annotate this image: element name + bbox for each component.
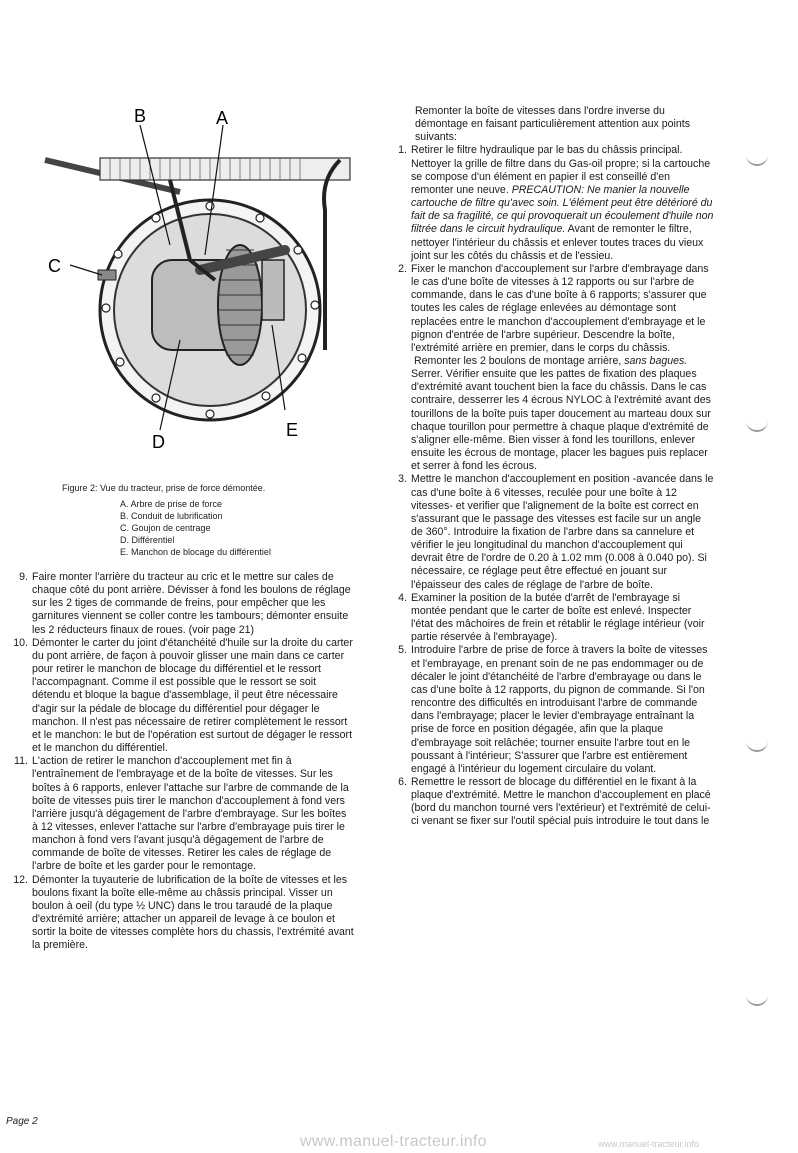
step-item [385,473,715,591]
label-c: C [48,256,61,276]
legend-item: D. Différentiel [120,535,175,545]
legend-item: A. Arbre de prise de force [120,499,223,509]
left-column [6,571,354,953]
step-number: 12. [13,873,28,886]
step-text: Examiner la position de la butée d'arrêt de l'embrayage si montée pendant que le carter de boîte est enlevé. Inspecter l'état des mâchoires de frein et rétablir le réglage intérieur (voir partie réservée à l'embrayage). [411,591,705,644]
label-d: D [152,432,165,452]
punch-mark [746,736,768,752]
step-item [385,644,715,776]
label-e: E [286,420,299,440]
step-item [385,144,715,262]
side-pipe [324,160,340,350]
step-number: 1. [398,144,407,157]
legend-item: E. Manchon de blocage du différentiel [120,547,271,557]
step-item [6,755,354,873]
step-item [385,263,715,474]
figure-caption [62,482,392,558]
precaution-note: PRECAUTION: Ne manier la nouvelle cartouche de filtre qu'avec soin. L'élément peut être détérioré du fait de sa fragilité, ce qui provoquerait un écoulement d'huile non filtrée dans le circuit hydraulique. [411,183,714,236]
step-text: Démonter la tuyauterie de lubrification de la boîte de vitesses et les boulons fixant la boîte elle-même au châssis principal. Visser un boulon à oeil (du type ½ UNC) dans le trou taraudé de la plaque d'extrémité arrière; attacher un appareil de levage à ce boulon et sortir la boite de vitesses complète hors du chassis, l'extrémité avant la première. [32,873,354,952]
legend-item: C. Goujon de centrage [120,523,211,533]
figure-illustration [40,100,380,460]
step-subparagraph [411,355,715,473]
ribbed-tube [100,158,350,180]
page-number: Page 2 [6,1116,38,1127]
punch-mark [746,150,768,166]
right-column [385,105,715,829]
punch-mark [746,990,768,1006]
step-text: L'action de retirer le manchon d'accouplement met fin à l'entraînement de l'embrayage et de la boîte de vitesses. Sur les boîtes à 6 rapports, enlever l'attache sur l'arbre de commande de la boîte de vitesses puis tirer le manchon d'accouplement à fond vers l'arrière jusqu'à dégagement de l'arbre d'embrayage. Sur les boîtes à 12 vitesses, enlever l'attache sur l'arbre d'embrayage puis tirer le manchon à fond vers l'avant jusqu'à dégagement de l'arbre de commande de boîte de vitesses. Retirer les cales de réglage de l'arbre de boîte et les garder pour le remontage. [32,755,349,873]
step-number: 4. [398,591,407,604]
step-item [6,874,354,953]
step-text: Démonter le carter du joint d'étanchéité d'huile sur la droite du carter du pont arrière, de façon à pouvoir glisser une main dans ce carter pour retirer le manchon de blocage du différentiel et le ressort l'accompagnant. Comme il est possible que le ressort se soit détendu et bloque la bague d'assemblage, il peut être nécessaire d'agir sur la pédale de blocage du différentiel pour dégager le manchon. Il n'est pas nécessaire de retirer complètement le ressort et le manchon: le but de l'opération est surtout de dégager le ressort et le manchon du différentiel. [32,636,353,755]
step-text: Remettre le ressort de blocage du différentiel en le fixant à la plaque d'extrémité. Mettre le manchon d'accouplement en placé (bord du manchon tourné vers l'extérieur) et l'extrémité de celui-ci venant se fixer sur l'outil spécial puis introduire le tout dans le [411,775,711,828]
step-number: 3. [398,473,407,486]
step-item [385,776,715,829]
sub-text-emph: sans bagues. [624,354,688,367]
step-number: 9. [19,571,28,583]
watermark-small[interactable]: www.manuel-tracteur.info [598,1139,700,1149]
step-item [6,571,354,637]
lock-sleeve [262,260,284,320]
step-number: 6. [398,775,407,788]
differential-drawing [40,100,380,460]
step-number: 11. [14,755,28,768]
step-text: Introduire l'arbre de prise de force à travers la boîte de vitesses et l'embrayage, en prenant soin de ne pas endommager ou de décaler le joint d'étanchéité de l'arbre d'embrayage ou dans le cas d'une boîte à 12 rapports, du pignon de commande. Si l'on rencontre des difficultés en introduisant l'arbre de commande dans l'embrayage; placer le levier d'embrayage entraînant la prise de force en position dégagée, afin que la plaque d'embrayage soit relâchée; tourner ensuite l'arbre tout en le poussant à l'intérieur; S'assurer que l'arbre est entièrement engagé à l'intérieur du logement circulaire du volant. [411,644,708,775]
step-number: 10. [13,636,28,649]
step-number: 2. [398,262,407,275]
label-b: B [134,106,147,126]
figure-legend [120,498,392,558]
step-item [385,592,715,645]
punch-mark [746,416,768,432]
step-text [411,144,715,262]
label-a: A [216,108,229,128]
sub-text-a: Remonter les 2 boulons de montage arrière, [414,354,625,367]
step-text: Fixer le manchon d'accouplement sur l'arbre d'embrayage dans le cas d'une boîte de vitesses à 12 rapports ou sur l'arbre de commande, dans le cas d'une boîte à 6 rapports; s'assurer que toutes les cales de réglage enlevées au démontage sont replacées entre le manchon d'accouplement d'embrayage et le pignon d'entrée de l'arbre supérieur. Descendre la boîte, l'extrémité arrière en premier, dans le corps du châssis. [411,262,709,354]
step-number: 5. [398,644,407,657]
sub-text-b: Serrer. Vérifier ensuite que les pattes de fixation des plaques d'extrémité avant touchent bien la face du châssis. Dans le cas contraire, desserrer les 4 écrous NYLOC à l'extrémité avant des tourillons de la boîte puis taper doucement au marteau doux sur chaque tourillon pour permettre à chaque plaque d'extrémité de s'aligner elle-même. Bien visser à fond les tourillons, enlever ensuite les écrous de montage, placer les bagues puis replacer et serrer à fond les écrous. [411,368,711,473]
step-text: Mettre le manchon d'accouplement en position -avancée dans le cas d'une boîte à 6 vitesses, reculée pour une boîte à 12 vitesses- et verifier que l'alignement de la boîte est correct en s'assurant que le passage des vitesses est facile sur un angle de 360°. Introduire la fixation de l'arbre dans sa cannelure et vérifier le jeu longitudinal du manchon d'accouplement qui devrait être de l'ordre de 0.20 à 1.02 mm (0.008 à 0.040 po). Si nécessaire, ce réglage peut être effectué en jouant sur l'épaisseur des cales de réglage de l'arbre de boîte. [411,473,714,591]
step-text-main: Retirer le filtre hydraulique par le bas du châssis principal. Nettoyer la grille de filtre dans du Gas-oil propre; si la cartouche se compose d'un élément en papier il est conseillé d'en remonter une neuve. [411,144,711,196]
watermark-link[interactable]: www.manuel-tracteur.info [300,1133,487,1150]
figure-title: Figure 2: Vue du tracteur, prise de force démontée. [62,483,266,493]
step-item [6,637,354,755]
step-text-after: Avant de remonter le filtre, nettoyer l'intérieur du châssis et enlever toutes traces du vieux joint sur les côtés du châssis et de l'essieu. [411,223,704,262]
step-text: Faire monter l'arrière du tracteur au cric et le mettre sur cales de chaque côté du pont arrière. Dévisser à fond les boulons de réglage sur les 2 tiges de commande de freins, pour empêcher que les garnitures viennent se coller contre les tambours; démonter ensuite les 2 réducteurs finaux de roues. (voir page 21) [32,571,351,636]
reassembly-intro: Remonter la boîte de vitesses dans l'ordre inverse du démontage en faisant particulièrement attention aux points suivants: [415,105,691,144]
legend-item: B. Conduit de lubrification [120,511,223,521]
